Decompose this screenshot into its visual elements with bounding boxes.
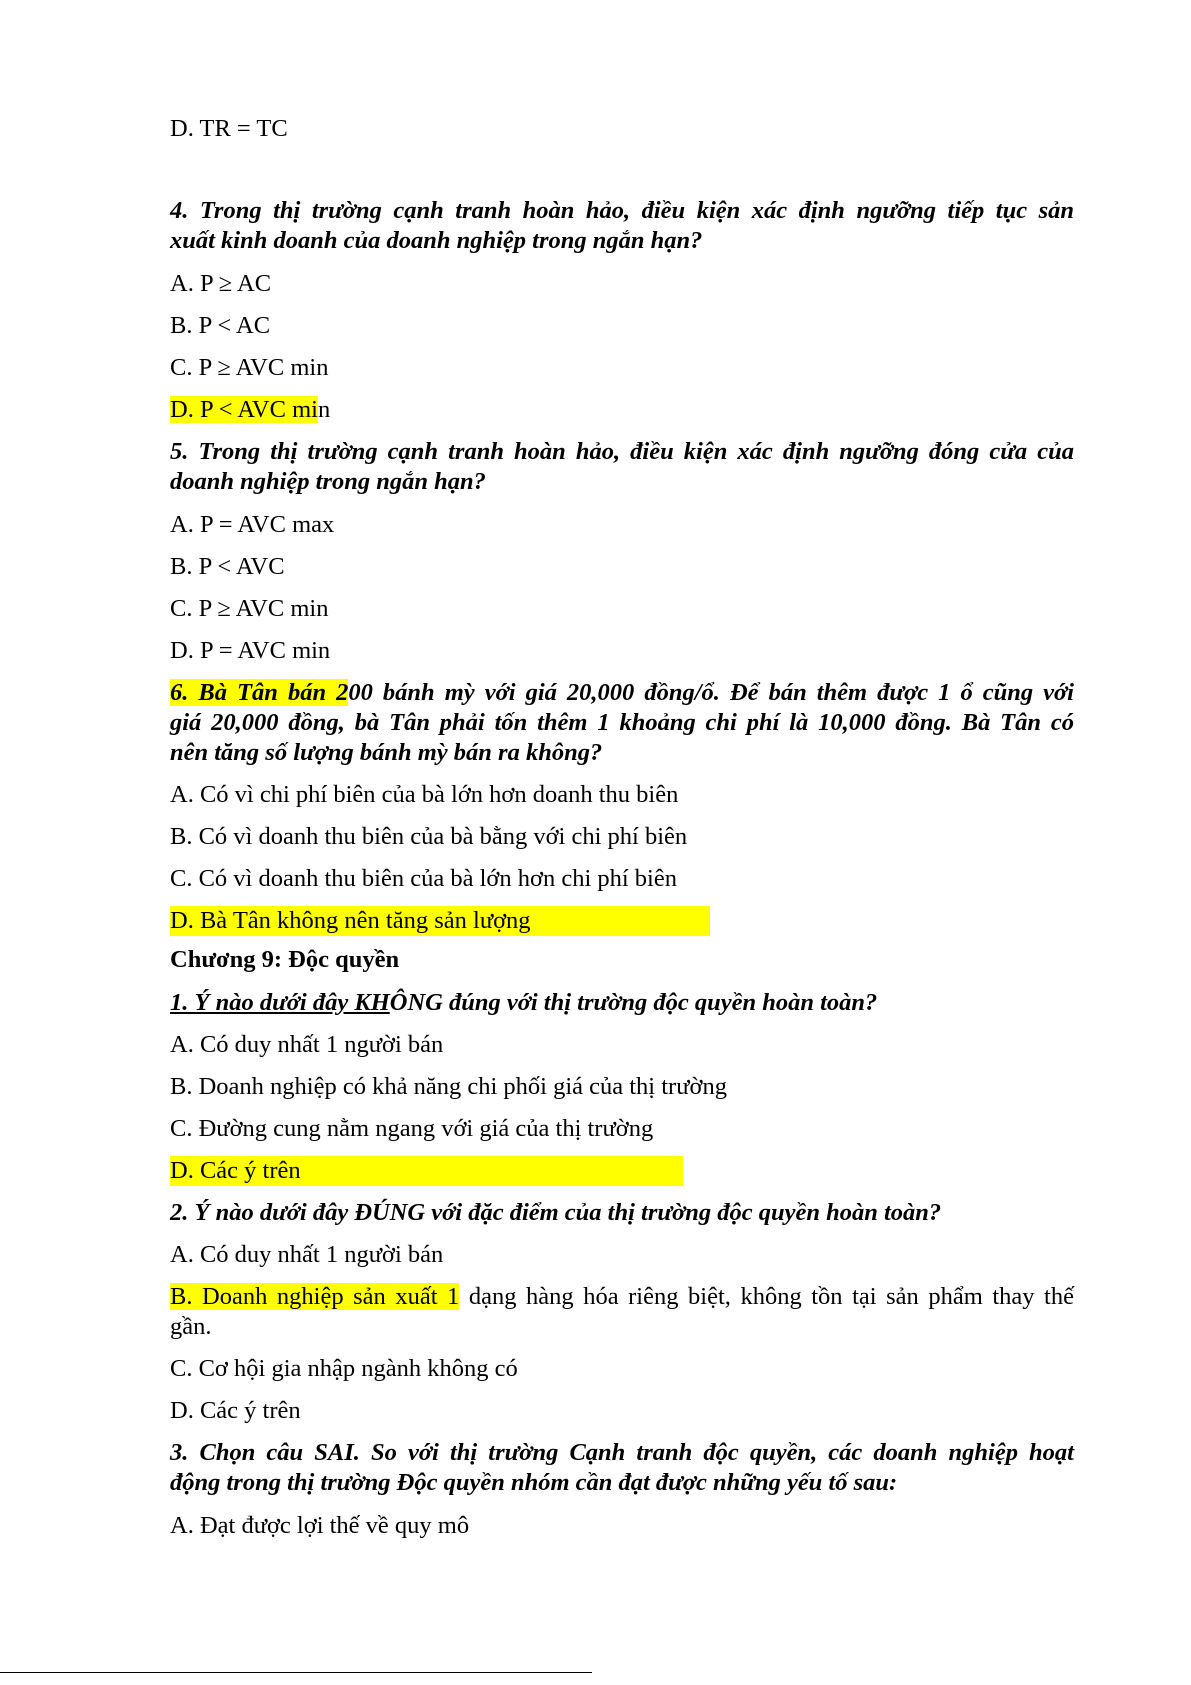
answer-option-correct — [170, 1156, 683, 1186]
highlighted-answer: D. P < AVC mi — [170, 396, 318, 423]
answer-option: A. P ≥ AC — [170, 270, 272, 297]
question-title: nên tăng số lượng bánh mỳ bán ra không? — [170, 739, 603, 766]
answer-option: B. P < AVC — [170, 553, 285, 580]
answer-option: D. Các ý trên — [170, 1397, 301, 1424]
answer-option: D. TR = TC — [170, 115, 288, 142]
answer-option-correct — [170, 1282, 1074, 1312]
highlighted-answer: B. Doanh nghiệp sản xuất 1 — [170, 1283, 460, 1310]
question-title: 3. Chọn câu SAI. So với thị trường Cạnh tranh độc quyền, các doanh nghiệp hoạt — [170, 1439, 1074, 1466]
answer-option: B. P < AC — [170, 312, 271, 339]
highlighted-text: 6. Bà Tân bán 2 — [170, 679, 349, 706]
question-title: 4. Trong thị trường cạnh tranh hoàn hảo, điều kiện xác định ngưỡng tiếp tục sản — [170, 197, 1074, 224]
answer-option: A. Có duy nhất 1 người bán — [170, 1031, 444, 1058]
question-text: ÔNG đúng với thị trường độc quyền hoàn toàn? — [389, 989, 878, 1016]
chapter-heading: Chương 9: Độc quyền — [170, 946, 400, 973]
answer-option: A. Có vì chi phí biên của bà lớn hơn doanh thu biên — [170, 781, 679, 808]
answer-option-correct — [170, 906, 710, 936]
answer-text: dạng hàng hóa riêng biệt, không tồn tại sản phẩm thay thế — [459, 1283, 1074, 1310]
highlighted-answer: D. Bà Tân không nên tăng sản lượng — [170, 906, 710, 936]
footnote-separator — [0, 1672, 592, 1673]
question-title: giá 20,000 đồng, bà Tân phải tốn thêm 1 khoảng chi phí là 10,000 đồng. Bà Tân có — [170, 709, 1074, 736]
highlighted-answer: D. Các ý trên — [170, 1156, 683, 1186]
answer-option: D. P = AVC min — [170, 637, 331, 664]
question-text: 00 bánh mỳ với giá 20,000 đồng/ổ. Để bán thêm được 1 ổ cũng với — [348, 679, 1074, 706]
answer-option-correct — [170, 395, 330, 425]
question-title: doanh nghiệp trong ngắn hạn? — [170, 468, 486, 495]
answer-option: C. P ≥ AVC min — [170, 595, 329, 622]
answer-text: n — [317, 396, 331, 423]
answer-option: C. Cơ hội gia nhập ngành không có — [170, 1355, 518, 1382]
answer-option: B. Có vì doanh thu biên của bà bằng với chi phí biên — [170, 823, 688, 850]
underlined-text: 1. Ý nào dưới đây KH — [170, 989, 390, 1016]
question-title: xuất kinh doanh của doanh nghiệp trong ngắn hạn? — [170, 227, 703, 254]
question-title: động trong thị trường Độc quyền nhóm cần đạt được những yếu tố sau: — [170, 1469, 898, 1496]
question-title: 5. Trong thị trường cạnh tranh hoàn hảo, điều kiện xác định ngưỡng đóng cửa của — [170, 438, 1074, 465]
answer-option: A. P = AVC max — [170, 511, 335, 538]
answer-option: A. Có duy nhất 1 người bán — [170, 1241, 444, 1268]
answer-option: C. Đường cung nằm ngang với giá của thị trường — [170, 1115, 654, 1142]
answer-option: C. P ≥ AVC min — [170, 354, 329, 381]
answer-option: B. Doanh nghiệp có khả năng chi phối giá của thị trường — [170, 1073, 727, 1100]
question-title — [170, 988, 877, 1018]
question-title — [170, 678, 1074, 708]
answer-option: A. Đạt được lợi thế về quy mô — [170, 1512, 470, 1539]
question-title: 2. Ý nào dưới đây ĐÚNG với đặc điểm của thị trường độc quyền hoàn toàn? — [170, 1199, 942, 1226]
answer-option-continued: gần. — [170, 1313, 212, 1340]
answer-option: C. Có vì doanh thu biên của bà lớn hơn chi phí biên — [170, 865, 677, 892]
